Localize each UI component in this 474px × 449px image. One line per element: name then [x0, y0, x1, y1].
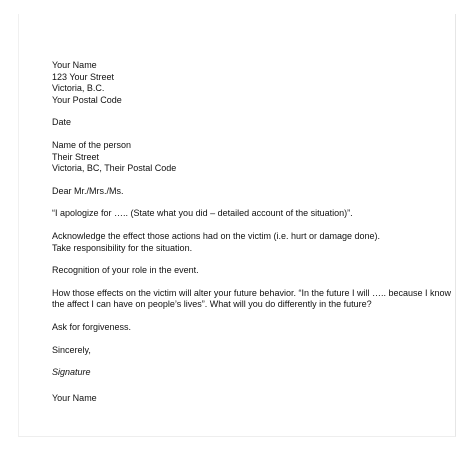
acknowledge-line-1: Acknowledge the effect those actions had on the victim (i.e. hurt or damage done).	[52, 230, 381, 241]
acknowledge-line-2: Take responsibility for the situation.	[52, 242, 193, 253]
sender-city: Victoria, B.C.	[52, 83, 105, 94]
sender-postal: Your Postal Code	[52, 94, 122, 105]
recipient-city: Victoria, BC, Their Postal Code	[52, 163, 177, 174]
sender-street: 123 Your Street	[52, 71, 115, 82]
recognition-text: Recognition of your role in the event.	[52, 265, 199, 276]
letter-body	[52, 60, 452, 415]
sender-name: Your Name	[52, 60, 97, 70]
recipient-street: Their Street	[52, 151, 100, 162]
future-paragraph	[52, 288, 452, 311]
forgiveness-paragraph	[52, 322, 452, 334]
signoff-name: Your Name	[52, 392, 97, 403]
closing: Sincerely,	[52, 344, 91, 355]
signature: Signature	[52, 367, 91, 378]
recognition-paragraph	[52, 265, 452, 277]
sender-address	[52, 60, 452, 106]
salutation-block	[52, 186, 452, 198]
recipient-name: Name of the person	[52, 139, 132, 150]
forgiveness-text: Ask for forgiveness.	[52, 321, 132, 332]
apology-text: “I apologize for ….. (State what you did – detailed account of the situation)”.	[52, 208, 353, 219]
recipient-address	[52, 140, 452, 175]
signature-block	[52, 367, 452, 379]
date-block	[52, 117, 452, 129]
signoff-block	[52, 393, 452, 405]
letter-date: Date	[52, 117, 72, 128]
future-line-1: How those effects on the victim will alter your future behavior. “In the future I will ….. because I know	[52, 287, 452, 298]
salutation: Dear Mr./Mrs./Ms.	[52, 185, 124, 196]
acknowledge-paragraph	[52, 231, 452, 254]
future-line-2: the affect I can have on people’s lives”. What will you do differently in the future?	[52, 299, 372, 310]
apology-paragraph	[52, 208, 452, 220]
closing-block	[52, 345, 452, 357]
